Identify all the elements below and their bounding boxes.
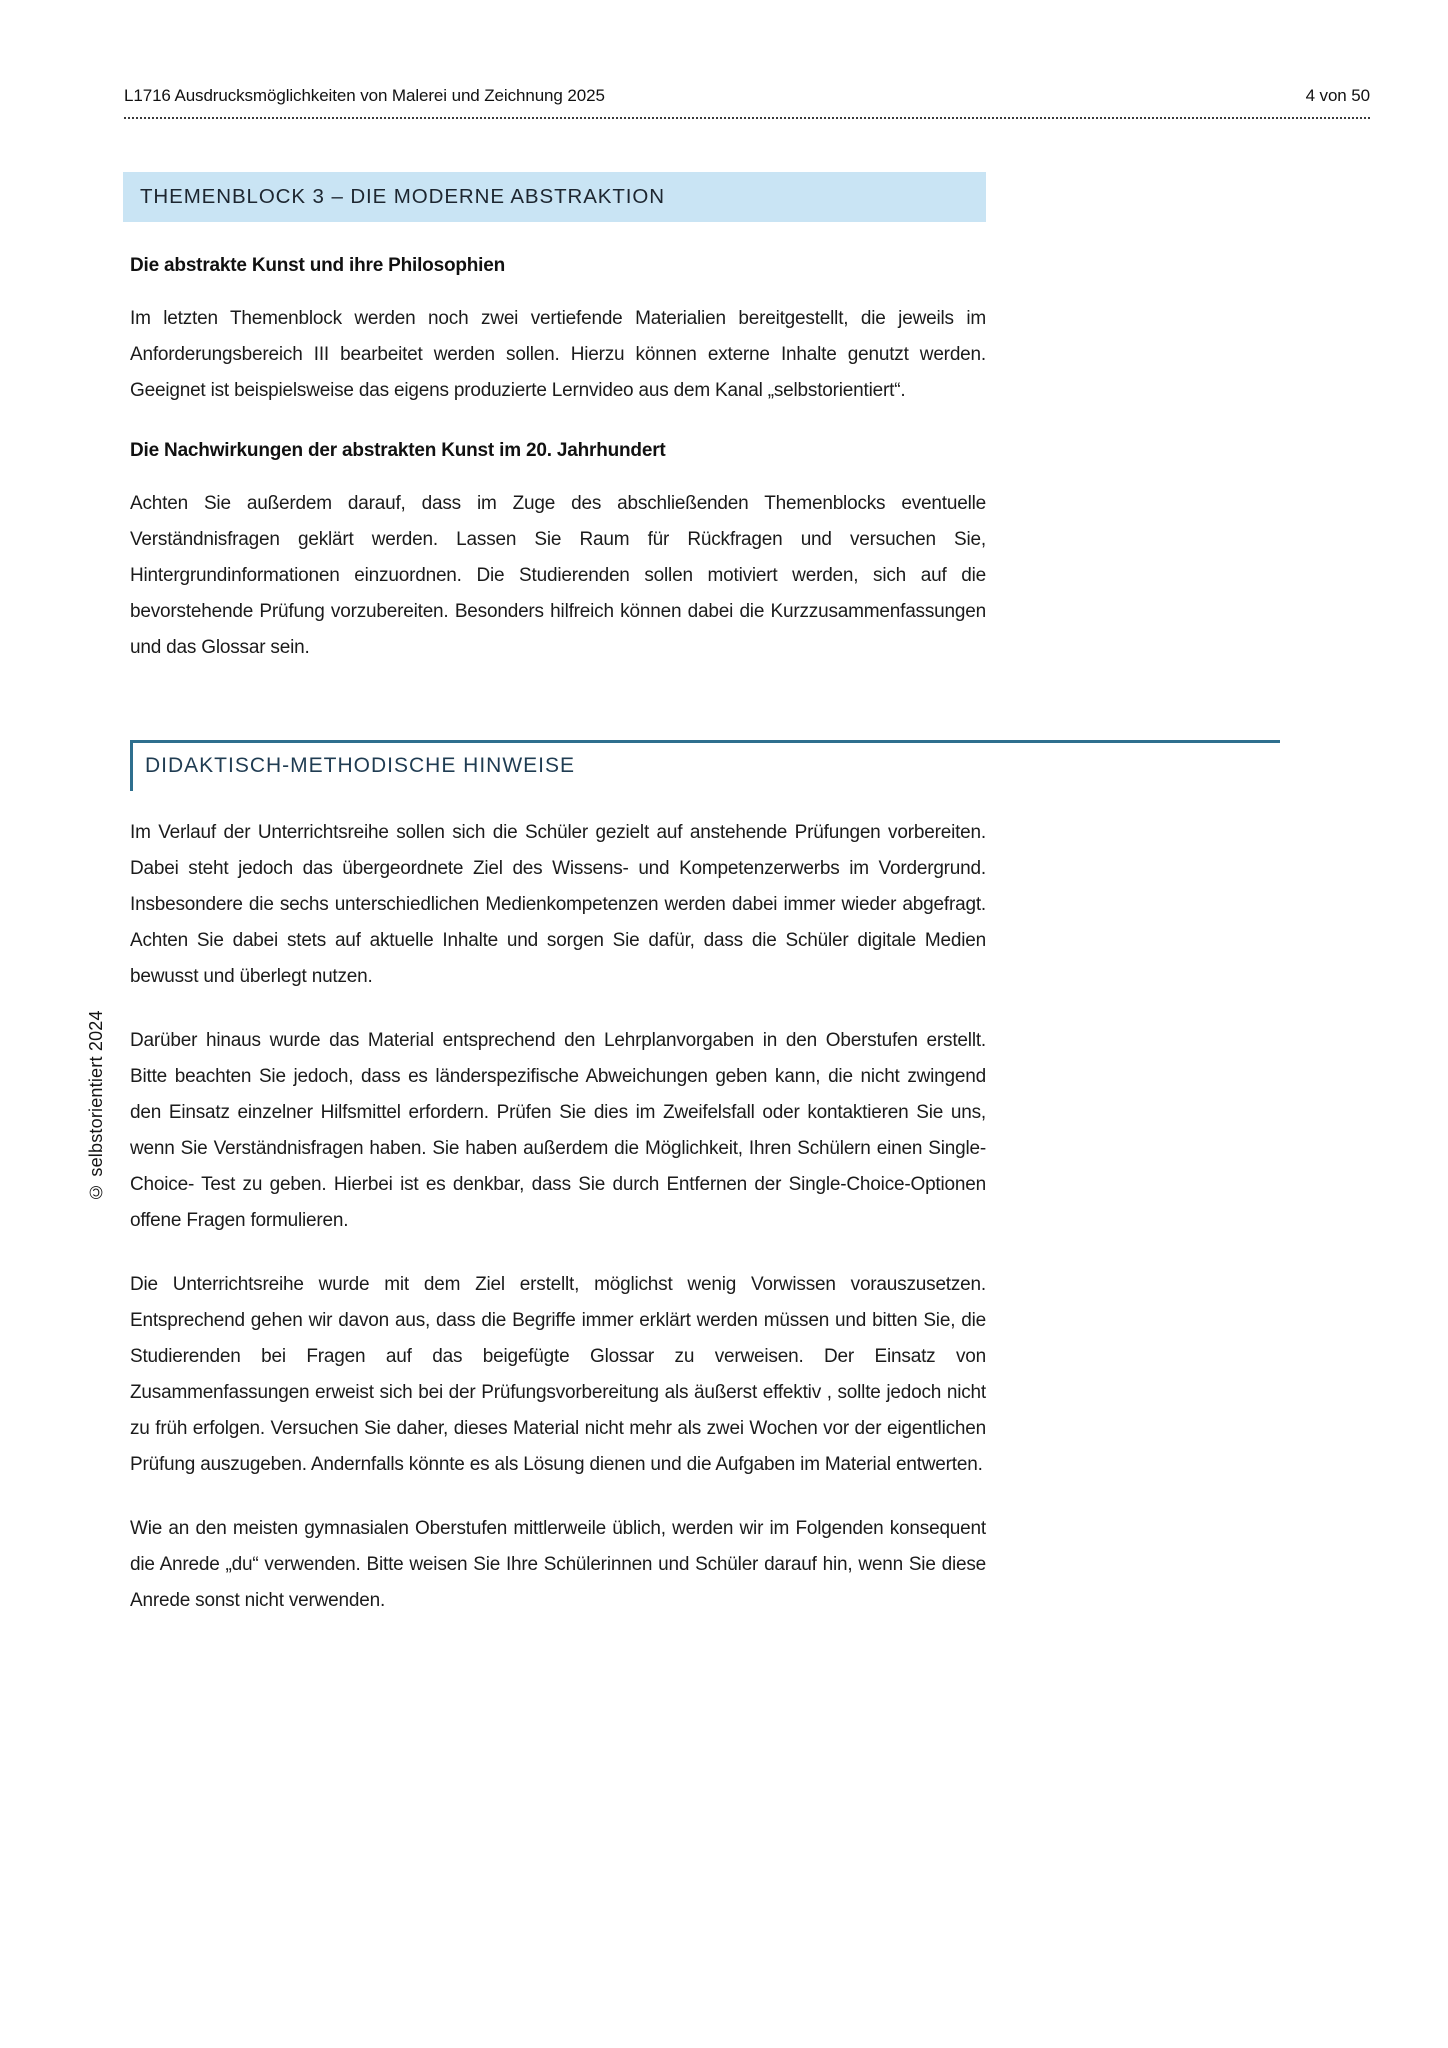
page-content (130, 172, 986, 1619)
paragraph-didaktik-1: Im Verlauf der Unterrichtsreihe sollen sich die Schüler gezielt auf anstehende Prüfungen vorbereiten. Dabei steht jedoch das übergeordnete Ziel des Wissens- und Kompetenzerwerbs im Vordergrund. Insbesondere die sechs unterschiedlichen Medienkompetenzen werden dabei immer wieder abgefragt. Achten Sie dabei stets auf aktuelle Inhalte und sorgen Sie dafür, dass die Schüler digitale Medien bewusst und überlegt nutzen. (130, 822, 986, 987)
header-page-indicator: 4 von 50 (1305, 86, 1370, 105)
paragraph-didaktik-3: Die Unterrichtsreihe wurde mit dem Ziel erstellt, möglichst wenig Vorwissen vorauszusetzen. Entsprechend gehen wir davon aus, dass die Begriffe immer erklärt werden müssen und bitten Sie, die Studierenden bei Fragen auf das beigefügte Glossar zu verweisen. Der Einsatz von Zusammenfassungen erweist sich bei der Prüfungsvorbereitung als äußerst effektiv , sollte jedoch nicht zu früh erfolgen. Versuchen Sie daher, dieses Material nicht mehr als zwei Wochen vor der eigentlichen Prüfung auszugeben. Andernfalls könnte es als Lösung dienen und die Aufgaben im Material entwerten. (130, 1274, 986, 1475)
didaktik-section-title: DIDAKTISCH-METHODISCHE HINWEISE (145, 754, 576, 777)
page-header (124, 86, 1370, 115)
didaktik-title-wrap (130, 743, 630, 791)
subheading-abstrakte-kunst: Die abstrakte Kunst und ihre Philosophien (130, 255, 506, 276)
subheading-nachwirkungen: Die Nachwirkungen der abstrakten Kunst im 20. Jahrhundert (130, 440, 666, 461)
paragraph-themenblock-2: Achten Sie außerdem darauf, dass im Zuge des abschließenden Themenblocks eventuelle Verständnisfragen geklärt werden. Lassen Sie Raum für Rückfragen und versuchen Sie, Hintergrundinformationen einzuordnen. Die Studierenden sollen motiviert werden, sich auf die bevorstehende Prüfung vorzubereiten. Besonders hilfreich können dabei die Kurzzusammenfassungen und das Glossar sein. (130, 493, 986, 658)
copyright-vertical-label: © selbstorientiert 2024 (86, 1010, 106, 1202)
header-divider (124, 117, 1370, 119)
didaktik-section-header (130, 740, 1280, 791)
themenblock-title: THEMENBLOCK 3 – DIE MODERNE ABSTRAKTION (140, 185, 665, 208)
themenblock-title-bar (123, 172, 986, 222)
paragraph-didaktik-4: Wie an den meisten gymnasialen Oberstufen mittlerweile üblich, werden wir im Folgenden konsequent die Anrede „du“ verwenden. Bitte weisen Sie Ihre Schülerinnen und Schüler darauf hin, wenn Sie diese Anrede sonst nicht verwenden. (130, 1518, 986, 1611)
paragraph-themenblock-1: Im letzten Themenblock werden noch zwei vertiefende Materialien bereitgestellt, die jeweils im Anforderungsbereich III bearbeitet werden sollen. Hierzu können externe Inhalte genutzt werden. Geeignet ist beispielsweise das eigens produzierte Lernvideo aus dem Kanal „selbstorientiert“. (130, 308, 986, 401)
header-doc-title: L1716 Ausdrucksmöglichkeiten von Malerei und Zeichnung 2025 (124, 86, 605, 105)
paragraph-didaktik-2: Darüber hinaus wurde das Material entsprechend den Lehrplanvorgaben in den Oberstufen erstellt. Bitte beachten Sie jedoch, dass es länderspezifische Abweichungen geben kann, die nicht zwingend den Einsatz einzelner Hilfsmittel erfordern. Prüfen Sie dies im Zweifelsfall oder kontaktieren Sie uns, wenn Sie Verständnisfragen haben. Sie haben außerdem die Möglichkeit, Ihren Schülern einen Single-Choice- Test zu geben. Hierbei ist es denkbar, dass Sie durch Entfernen der Single-Choice-Optionen offene Fragen formulieren. (130, 1030, 986, 1231)
